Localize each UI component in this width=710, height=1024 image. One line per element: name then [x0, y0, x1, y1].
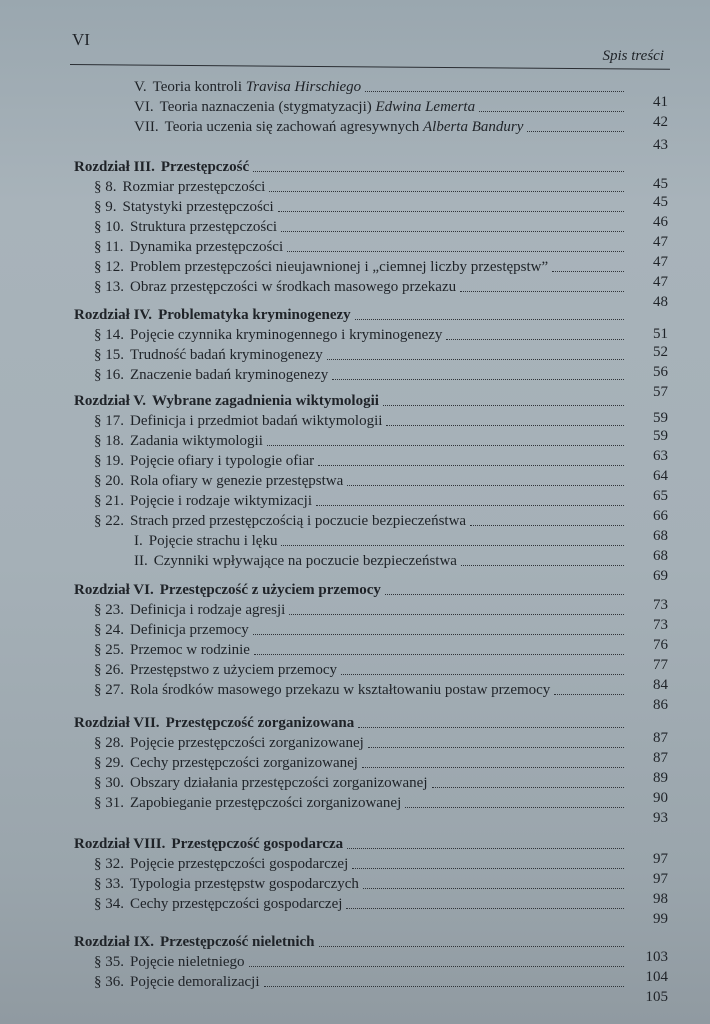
toc-chapter-entry — [74, 304, 630, 324]
dot-leader — [470, 525, 624, 526]
entry-number: § 11. — [94, 239, 124, 255]
entry-number: § 35. — [94, 954, 124, 970]
entry-number: Rozdział VI. — [74, 582, 154, 598]
entry-title-text: Obraz przestępczości w środkach masowego przekazu — [130, 279, 457, 295]
entry-title-text: Wybrane zagadnienia wiktymologii — [151, 393, 379, 409]
dot-leader — [253, 171, 624, 172]
toc-entry — [134, 96, 630, 116]
entry-title-text: Znaczenie badań kryminogenezy — [130, 367, 329, 383]
toc-entry — [94, 732, 630, 752]
entry-number: § 30. — [94, 775, 124, 791]
entry-number: § 15. — [94, 347, 124, 363]
entry-title — [130, 681, 550, 699]
entry-title — [130, 973, 260, 991]
page-number: 69 — [653, 568, 668, 584]
page-number: 47 — [653, 254, 668, 270]
entry-title — [165, 118, 524, 136]
dot-leader — [368, 747, 624, 748]
entry-title — [130, 512, 466, 530]
dot-leader — [383, 405, 624, 406]
page-number: 56 — [653, 364, 668, 380]
dot-leader — [318, 465, 624, 466]
page-number: 99 — [653, 911, 668, 927]
page-number: 59 — [653, 428, 668, 444]
page-number: 46 — [653, 214, 668, 230]
entry-title — [130, 774, 428, 792]
page-number: 59 — [653, 410, 668, 426]
toc-entry — [94, 873, 630, 893]
dot-leader — [363, 888, 624, 889]
toc-entry — [94, 344, 630, 364]
toc-entry — [94, 176, 630, 196]
entry-title — [153, 78, 362, 96]
entry-title-text: Zapobieganie przestępczości zorganizowanej — [130, 795, 402, 811]
entry-title-text: Teoria kontroli — [152, 79, 246, 95]
toc-chapter-entry — [74, 833, 630, 853]
entry-title — [130, 641, 250, 659]
entry-title-text: Rola ofiary w genezie przestępstwa — [130, 473, 344, 489]
entry-title-text: Definicja przemocy — [130, 622, 249, 638]
toc-entry — [94, 510, 630, 530]
entry-title-text: Typologia przestępstw gospodarczych — [130, 876, 359, 892]
entry-number: § 34. — [94, 896, 124, 912]
entry-title — [130, 346, 323, 364]
entry-title-text: Pojęcie przestępczości gospodarczej — [130, 856, 349, 872]
entry-title-text: Pojęcie i rodzaje wiktymizacji — [130, 493, 313, 509]
entry-title — [152, 392, 379, 410]
toc-entry — [94, 951, 630, 971]
entry-title — [129, 238, 283, 256]
entry-number: Rozdział VII. — [74, 715, 160, 731]
page-number: 87 — [653, 730, 668, 746]
entry-title — [149, 532, 278, 550]
entry-title-text: Teoria uczenia się zachowań agresywnych — [164, 119, 423, 135]
entry-title — [130, 326, 442, 344]
toc-entry — [94, 659, 630, 679]
entry-number: Rozdział IV. — [74, 307, 153, 323]
dot-leader — [405, 807, 624, 808]
entry-title-text: Trudność badań kryminogenezy — [130, 347, 323, 363]
page-number: 52 — [653, 344, 668, 360]
entry-number: V. — [134, 79, 147, 95]
entry-title-text: Pojęcie przestępczości zorganizowanej — [130, 735, 364, 751]
entry-title — [130, 895, 342, 913]
toc-chapter-entry — [74, 390, 630, 410]
entry-title — [160, 933, 315, 951]
entry-title-text: Cechy przestępczości zorganizowanej — [130, 755, 358, 771]
entry-title-text: Rola środków masowego przekazu w kształtowaniu postaw przemocy — [130, 682, 551, 698]
entry-title-author: Edwina Lemerta — [375, 99, 476, 115]
toc-entry — [94, 324, 630, 344]
toc-entry — [94, 853, 630, 873]
entry-number: § 20. — [94, 473, 124, 489]
entry-title-text: Pojęcie czynnika kryminogennego i kryminogenezy — [130, 327, 443, 343]
entry-title-text: Przemoc w rodzinie — [130, 642, 250, 658]
entry-title — [130, 794, 401, 812]
page-number: 63 — [653, 448, 668, 464]
entry-title — [166, 714, 355, 732]
entry-title-text: Zadania wiktymologii — [130, 433, 263, 449]
toc-entry — [94, 639, 630, 659]
entry-number: § 13. — [94, 279, 124, 295]
dot-leader — [432, 787, 625, 788]
toc-entry — [94, 619, 630, 639]
entry-title-text: Struktura przestępczości — [130, 219, 278, 235]
page-number: 87 — [653, 750, 668, 766]
page-number: 45 — [653, 194, 668, 210]
page-folio: VI — [72, 30, 90, 49]
entry-number: § 12. — [94, 259, 124, 275]
toc-entry — [94, 430, 630, 450]
entry-title — [158, 306, 351, 324]
entry-title-text: Pojęcie strachu i lęku — [148, 533, 278, 549]
page-number: 105 — [645, 989, 668, 1005]
toc-entry — [94, 450, 630, 470]
entry-number: § 33. — [94, 876, 124, 892]
entry-title — [130, 754, 358, 772]
entry-number: Rozdział VIII. — [74, 836, 166, 852]
dot-leader — [253, 634, 624, 635]
page-number: 93 — [653, 810, 668, 826]
entry-number: § 24. — [94, 622, 124, 638]
dot-leader — [332, 379, 624, 380]
entry-number: VII. — [134, 119, 159, 135]
page-number: 68 — [653, 528, 668, 544]
toc-entry — [134, 530, 630, 550]
dot-leader — [386, 425, 624, 426]
entry-title-text: Przestępczość — [160, 159, 250, 175]
entry-title — [161, 158, 249, 176]
entry-number: § 19. — [94, 453, 124, 469]
dot-leader — [362, 767, 624, 768]
toc-entry — [134, 116, 630, 136]
page-number: 65 — [653, 488, 668, 504]
page-number: 43 — [653, 137, 668, 153]
toc-entry — [94, 276, 630, 296]
entry-title-text: Pojęcie nieletniego — [130, 954, 245, 970]
toc-entry — [94, 216, 630, 236]
entry-title — [130, 661, 337, 679]
entry-title — [154, 552, 457, 570]
entry-title — [130, 734, 364, 752]
entry-number: § 9. — [94, 199, 117, 215]
entry-number: § 22. — [94, 513, 124, 529]
entry-number: Rozdział III. — [74, 159, 155, 175]
dot-leader — [327, 359, 624, 360]
dot-leader — [254, 654, 624, 655]
toc-entry — [134, 550, 630, 570]
dot-leader — [352, 868, 624, 869]
toc-entry — [94, 364, 630, 384]
dot-leader — [319, 946, 624, 947]
page-number: 45 — [653, 176, 668, 192]
entry-number: VI. — [134, 99, 154, 115]
entry-title-text: Czynniki wpływające na poczucie bezpieczeństwa — [153, 553, 457, 569]
dot-leader — [527, 131, 624, 132]
entry-number: § 23. — [94, 602, 124, 618]
dot-leader — [289, 614, 624, 615]
entry-title-text: Cechy przestępczości gospodarczej — [130, 896, 343, 912]
page-number: 48 — [653, 294, 668, 310]
dot-leader — [460, 291, 624, 292]
page-number: 104 — [645, 969, 668, 985]
dot-leader — [554, 694, 624, 695]
dot-leader — [461, 565, 624, 566]
running-title: Spis treści — [602, 48, 664, 64]
entry-title — [130, 452, 314, 470]
entry-title — [130, 258, 548, 276]
dot-leader — [281, 545, 624, 546]
toc-entry — [94, 196, 630, 216]
entry-title-author: Alberta Bandury — [422, 119, 524, 135]
page-number: 42 — [653, 114, 668, 130]
page-number: 97 — [653, 851, 668, 867]
entry-title-text: Przestępczość z użyciem przemocy — [159, 582, 381, 598]
entry-title — [130, 875, 359, 893]
page-number: 51 — [653, 326, 668, 342]
toc-entry — [94, 971, 630, 991]
toc-entry — [94, 490, 630, 510]
entry-title — [130, 601, 285, 619]
entry-title-text: Obszary działania przestępczości zorganizowanej — [130, 775, 428, 791]
entry-title-text: Pojęcie demoralizacji — [130, 974, 260, 990]
entry-title — [130, 412, 382, 430]
dot-leader — [316, 505, 624, 506]
entry-number: II. — [134, 553, 148, 569]
entry-title — [123, 178, 266, 196]
toc-chapter-entry — [74, 579, 630, 599]
page-number: 77 — [653, 657, 668, 673]
page-number: 73 — [653, 597, 668, 613]
page-number: 103 — [645, 949, 668, 965]
entry-number: § 26. — [94, 662, 124, 678]
page-number: 98 — [653, 891, 668, 907]
entry-title — [160, 98, 476, 116]
toc-entry — [134, 76, 630, 96]
dot-leader — [385, 594, 624, 595]
entry-title — [130, 218, 277, 236]
entry-title-text: Problem przestępczości nieujawnionej i „ciemnej liczby przestępstw” — [130, 259, 549, 275]
dot-leader — [346, 908, 624, 909]
entry-number: § 31. — [94, 795, 124, 811]
toc-entry — [94, 410, 630, 430]
page-number: 68 — [653, 548, 668, 564]
entry-number: § 28. — [94, 735, 124, 751]
entry-title — [130, 278, 456, 296]
entry-title-text: Strach przed przestępczością i poczucie bezpieczeństwa — [130, 513, 467, 529]
entry-title-text: Rozmiar przestępczości — [122, 179, 266, 195]
entry-title-text: Przestępczość gospodarcza — [171, 836, 344, 852]
entry-number: § 32. — [94, 856, 124, 872]
page-number: 89 — [653, 770, 668, 786]
toc-entry — [94, 772, 630, 792]
toc-entry — [94, 470, 630, 490]
page-number: 97 — [653, 871, 668, 887]
toc-entry — [94, 792, 630, 812]
entry-title — [130, 366, 328, 384]
page-number: 41 — [653, 94, 668, 110]
entry-title — [160, 581, 381, 599]
page-number: 86 — [653, 697, 668, 713]
dot-leader — [264, 986, 624, 987]
entry-number: § 17. — [94, 413, 124, 429]
entry-title — [130, 492, 312, 510]
page-number: 64 — [653, 468, 668, 484]
header-rule — [70, 64, 670, 70]
page-number: 47 — [653, 274, 668, 290]
toc-entry — [94, 599, 630, 619]
page-number: 47 — [653, 234, 668, 250]
entry-number: Rozdział V. — [74, 393, 146, 409]
dot-leader — [347, 848, 624, 849]
entry-title — [130, 953, 245, 971]
entry-title — [130, 472, 343, 490]
dot-leader — [249, 966, 624, 967]
entry-title — [171, 835, 343, 853]
page-number: 57 — [653, 384, 668, 400]
dot-leader — [341, 674, 624, 675]
dot-leader — [479, 111, 624, 112]
entry-number: § 18. — [94, 433, 124, 449]
page-number: 84 — [653, 677, 668, 693]
page-number: 66 — [653, 508, 668, 524]
dot-leader — [287, 251, 624, 252]
toc-entry — [94, 256, 630, 276]
entry-number: § 14. — [94, 327, 124, 343]
entry-title — [130, 621, 249, 639]
entry-number: I. — [134, 533, 143, 549]
dot-leader — [267, 445, 624, 446]
entry-number: § 25. — [94, 642, 124, 658]
entry-number: § 27. — [94, 682, 124, 698]
toc-entry — [94, 752, 630, 772]
page-number: 73 — [653, 617, 668, 633]
entry-title-text: Pojęcie ofiary i typologie ofiar — [130, 453, 315, 469]
page-number: 76 — [653, 637, 668, 653]
entry-number: Rozdział IX. — [74, 934, 154, 950]
entry-number: § 36. — [94, 974, 124, 990]
toc-entry — [94, 236, 630, 256]
entry-title — [130, 855, 348, 873]
dot-leader — [446, 339, 624, 340]
toc-entry — [94, 893, 630, 913]
entry-number: § 8. — [94, 179, 117, 195]
entry-title-text: Przestępczość nieletnich — [160, 934, 315, 950]
entry-number: § 21. — [94, 493, 124, 509]
toc-chapter-entry — [74, 156, 630, 176]
dot-leader — [358, 727, 624, 728]
dot-leader — [552, 271, 624, 272]
dot-leader — [281, 231, 624, 232]
entry-number: § 16. — [94, 367, 124, 383]
dot-leader — [347, 485, 624, 486]
toc-entry — [94, 679, 630, 699]
dot-leader — [269, 191, 624, 192]
entry-title-text: Przestępstwo z użyciem przemocy — [130, 662, 338, 678]
entry-title-text: Teoria naznaczenia (stygmatyzacji) — [159, 99, 376, 115]
entry-title — [123, 198, 274, 216]
dot-leader — [278, 211, 624, 212]
dot-leader — [355, 319, 624, 320]
entry-title — [130, 432, 263, 450]
entry-title-text: Dynamika przestępczości — [129, 239, 284, 255]
toc-chapter-entry — [74, 931, 630, 951]
entry-number: § 29. — [94, 755, 124, 771]
entry-title-text: Problematyka kryminogenezy — [158, 307, 351, 323]
entry-title-text: Definicja i rodzaje agresji — [130, 602, 286, 618]
entry-title-text: Statystyki przestępczości — [122, 199, 274, 215]
entry-title-text: Przestępczość zorganizowana — [165, 715, 355, 731]
toc-chapter-entry — [74, 712, 630, 732]
entry-title-author: Travisa Hirschiego — [245, 79, 362, 95]
entry-number: § 10. — [94, 219, 124, 235]
dot-leader — [365, 91, 624, 92]
entry-title-text: Definicja i przedmiot badań wiktymologii — [130, 413, 383, 429]
page-number: 90 — [653, 790, 668, 806]
